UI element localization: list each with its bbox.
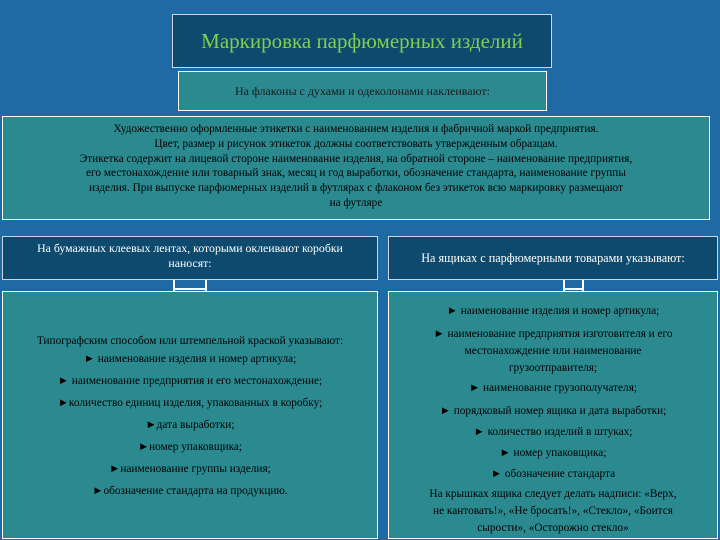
left-detail-line: ► наименование изделия и номер артикула; xyxy=(83,353,297,365)
flacon-label-header xyxy=(178,71,547,111)
description-line: Цвет, размер и рисунок этикеток должны соответствовать утвержденным образцам. xyxy=(154,137,558,150)
right-detail-line: ► наименование изделия и номер артикула; xyxy=(446,305,660,317)
crate-marking-header xyxy=(388,236,718,280)
left-detail-line: ► наименование предприятия и его местонахождение; xyxy=(57,375,323,387)
label-description-box xyxy=(2,116,710,220)
adhesive-tape-details xyxy=(2,291,378,539)
right-detail-line: На крышках ящика следует делать надписи: «Верх, xyxy=(429,488,677,500)
right-detail-line: сырости», «Осторожно стекло» xyxy=(477,522,629,534)
right-detail-line: грузоотправителя; xyxy=(508,362,598,374)
crate-marking-details xyxy=(388,291,718,539)
adhesive-tape-header xyxy=(2,236,378,280)
left-detail-line: ►количество единиц изделия, упакованных в коробку; xyxy=(57,397,323,409)
right-detail-line: местонахождение или наименование xyxy=(464,345,642,357)
description-line: на футляре xyxy=(329,196,383,209)
right-detail-line: ► обозначение стандарта xyxy=(490,468,616,480)
right-heading-text: На ящиках с парфюмерными товарами указывают: xyxy=(421,250,685,265)
subtitle-text: На флаконы с духами и одеколонами наклеивают: xyxy=(235,83,490,98)
right-connector xyxy=(563,288,584,290)
left-detail-line: Типографским способом или штемпельной краской указывают: xyxy=(36,335,344,347)
right-detail-line: не кантовать!», «Не бросать!», «Стекло», «Боится xyxy=(433,505,673,517)
description-line: Художественно оформленные этикетки с наименованием изделия и фабричной маркой предприятия. xyxy=(113,123,599,135)
right-detail-line: ► количество изделий в штуках; xyxy=(473,426,633,438)
right-detail-line: ► наименование предприятия изготовителя и его xyxy=(433,328,673,340)
right-detail-line: ► порядковый номер ящика и дата выработки; xyxy=(439,405,667,417)
left-detail-line: ►дата выработки; xyxy=(145,419,235,431)
description-line: Этикетка содержит на лицевой стороне наименование изделия, на обратной стороне – наименование предприятия, xyxy=(79,152,633,165)
description-line: изделия. При выпуске парфюмерных изделий в футлярах с флаконом без этикеток всю маркировку размещают xyxy=(89,182,623,195)
diagram-title xyxy=(172,14,552,68)
left-detail-line: ►наименование группы изделия; xyxy=(109,463,271,475)
right-detail-line: ► наименование грузополучателя; xyxy=(468,382,638,394)
left-detail-line: ►номер упаковщика; xyxy=(137,441,243,453)
left-heading-line: наносят: xyxy=(168,256,212,270)
left-heading-line: На бумажных клеевых лентах, которыми оклеивают коробки xyxy=(37,241,343,255)
left-detail-line: ►обозначение стандарта на продукцию. xyxy=(92,485,288,497)
right-detail-line: ► номер упаковщика; xyxy=(499,447,607,459)
title-text: Маркировка парфюмерных изделий xyxy=(201,28,523,53)
left-connector xyxy=(173,288,207,290)
description-line: его местонахождение или товарный знак, месяц и год выработки, обозначение стандарта, наименование группы xyxy=(86,167,626,180)
